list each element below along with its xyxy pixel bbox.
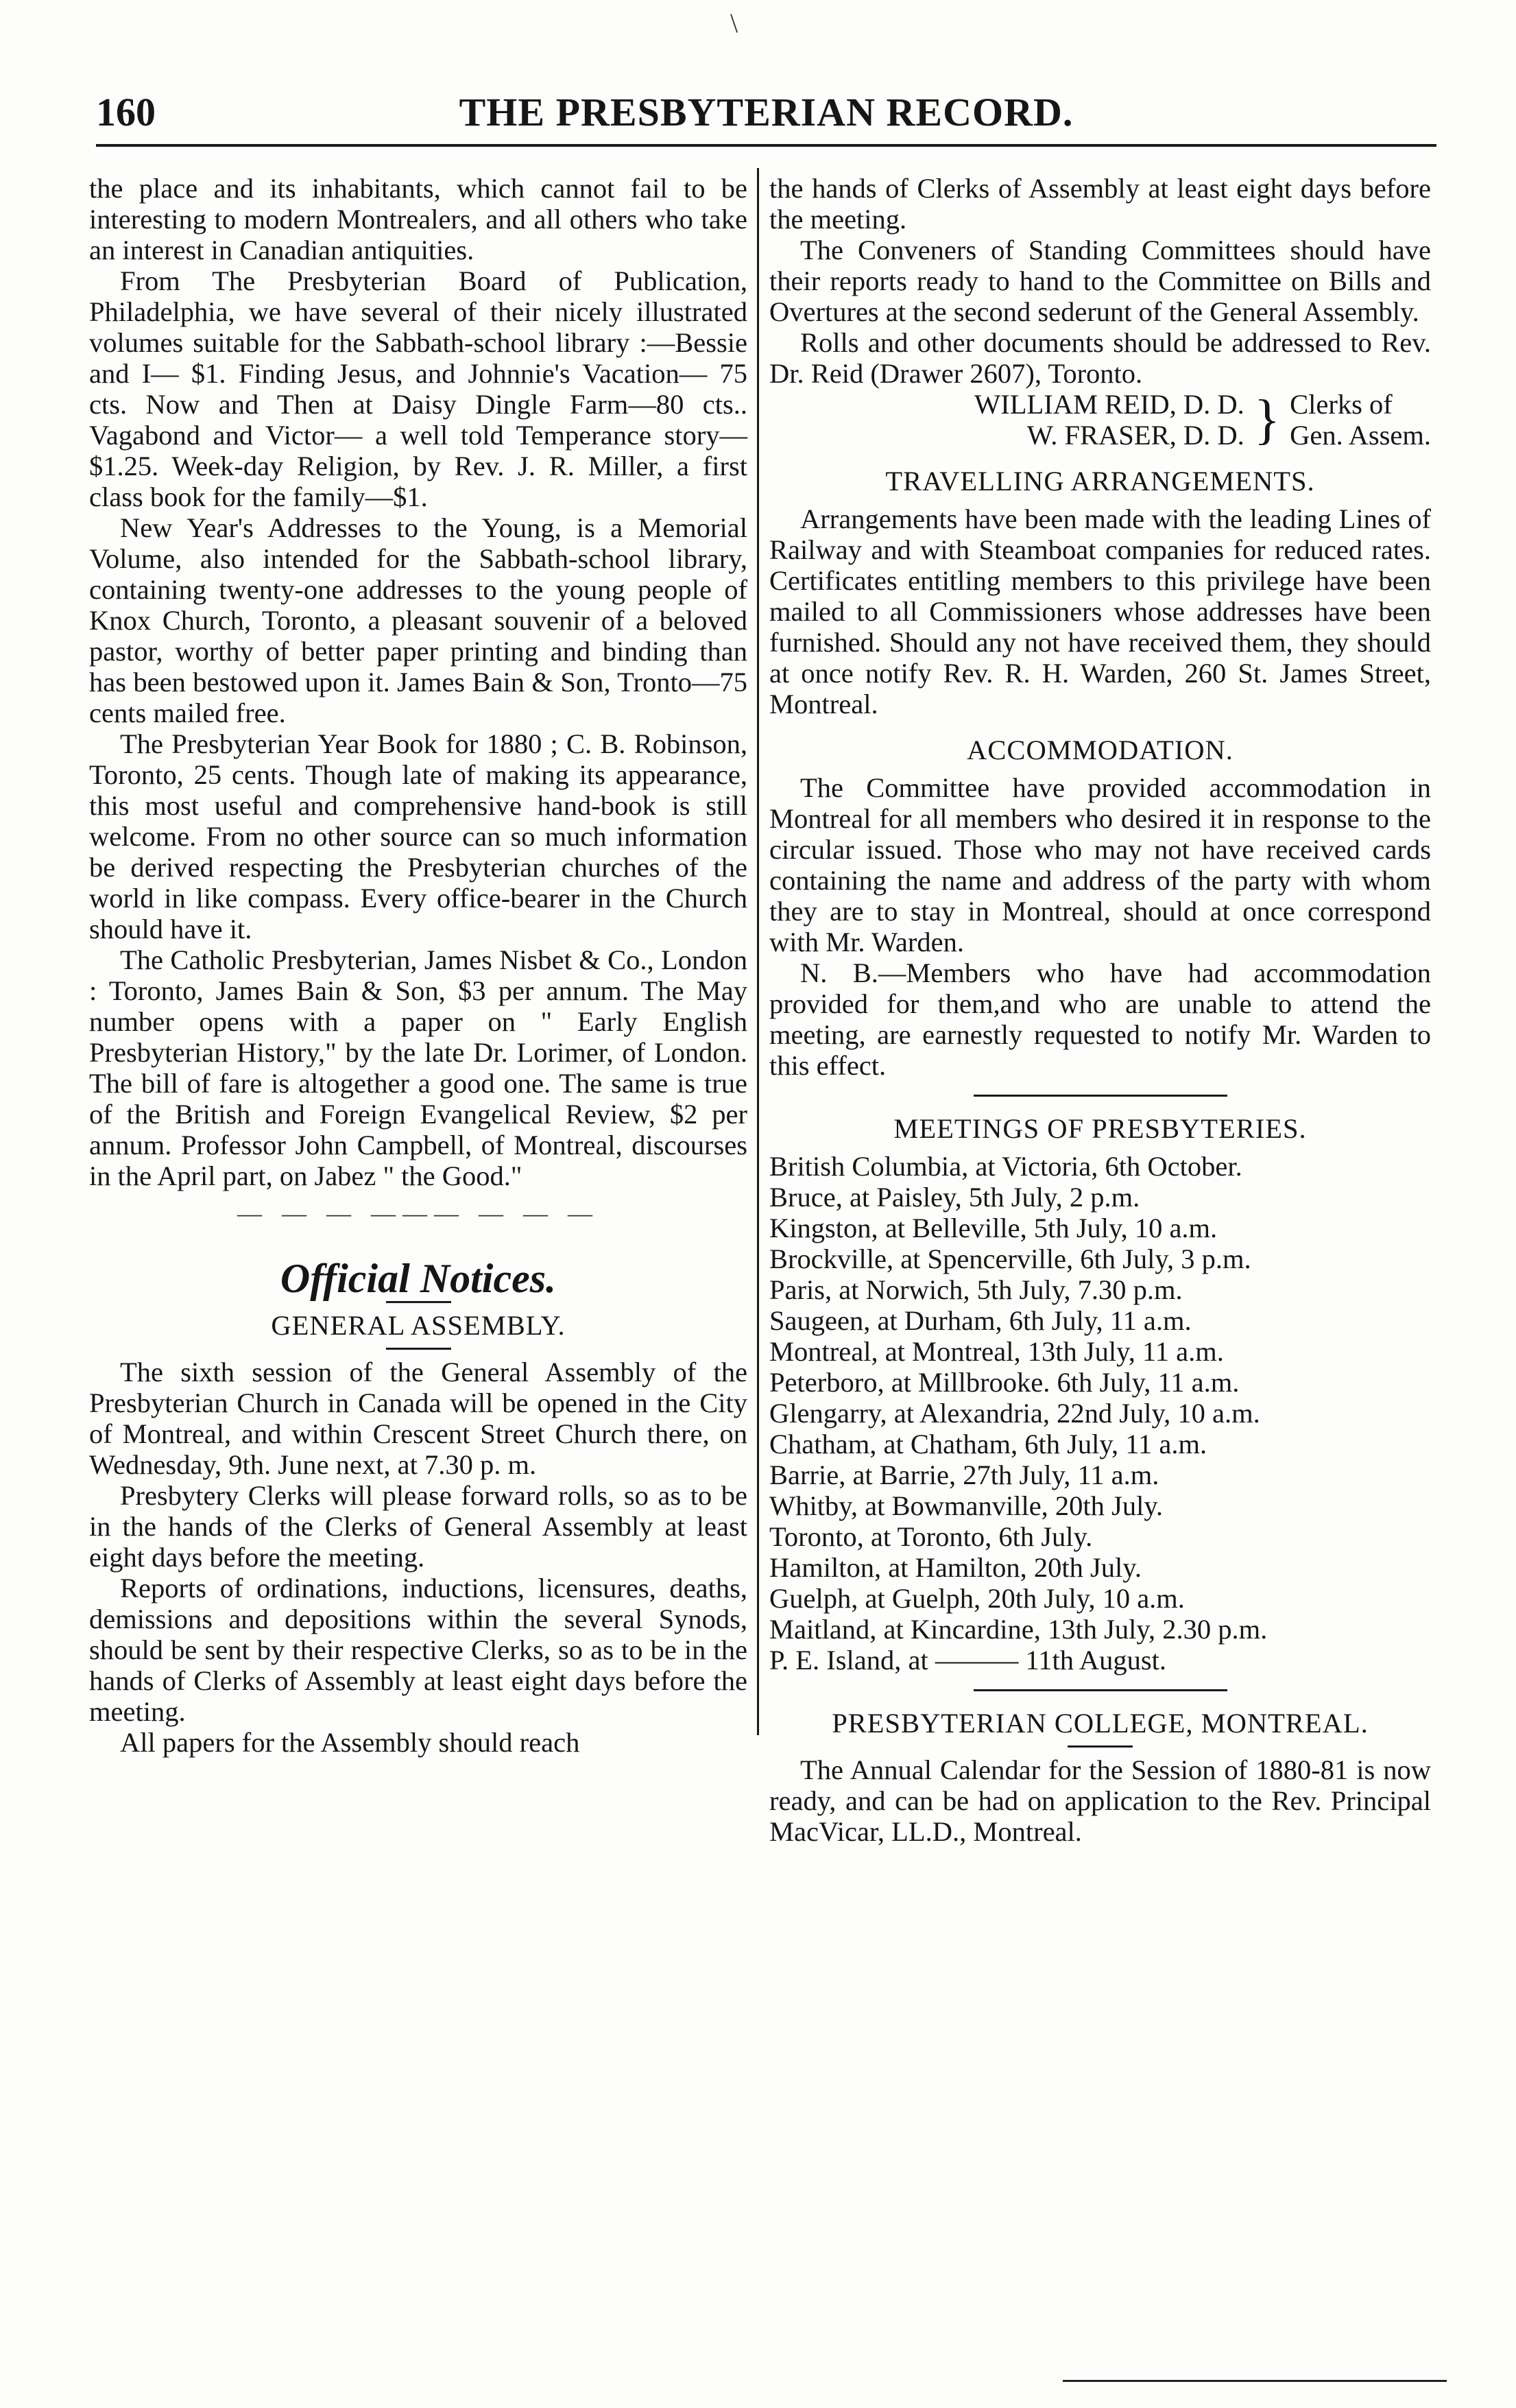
right-column — [769, 173, 1431, 1847]
section-heading: ACCOMMODATION. — [967, 735, 1234, 765]
short-rule — [386, 1301, 451, 1303]
left-column — [89, 173, 747, 1758]
paragraph: All papers for the Assembly should reach — [120, 1727, 580, 1758]
paragraph: The Committee have provided accommodation in Montreal for all members who desired it in response to the circular issued. Those who may not have received cards containing the name and address of the party with whom they are to stay in Montreal, should at once correspond with Mr. Warden. — [769, 772, 1431, 957]
paragraph: New Year's Addresses to the Young, is a Memorial Volume, also intended for the Sabbath-school library, containing twenty-one addresses to the young people of Knox Church, Toronto, a pleasant souvenir of a beloved pastor, worthy of better paper printing and binding than has been bestowed upon it. James Bain & Son, Tronto—75 cents mailed free. — [89, 512, 747, 728]
list-item: P. E. Island, at ——— 11th August. — [769, 1645, 1167, 1676]
list-item: Whitby, at Bowmanville, 20th July. — [769, 1490, 1164, 1521]
short-rule — [386, 1348, 451, 1350]
paragraph: Rolls and other documents should be addressed to Rev. Dr. Reid (Drawer 2607), Toronto. — [769, 327, 1431, 389]
section-rule — [974, 1689, 1227, 1691]
list-item: Kingston, at Belleville, 5th July, 10 a.m. — [769, 1213, 1218, 1243]
list-item: Chatham, at Chatham, 6th July, 11 a.m. — [769, 1429, 1207, 1459]
list-item: Hamilton, at Hamilton, 20th July. — [769, 1552, 1142, 1583]
list-item: Maitland, at Kincardine, 13th July, 2.30 p.m. — [769, 1614, 1268, 1645]
list-item: Bruce, at Paisley, 5th July, 2 p.m. — [769, 1182, 1140, 1213]
corner-mark: \ — [730, 8, 738, 38]
paragraph: The Presbyterian Year Book for 1880 ; C. B. Robinson, Toronto, 25 cents. Though late of making its appearance, this most useful and comprehensive hand-book is still welcome. From no other source can so much information be derived respecting the Presbyterian churches of the world in like compass. Every office-bearer in the Church should have it. — [89, 728, 747, 944]
paragraph: N. B.—Members who have had accommodation provided for them,and who are unable to attend the meeting, are earnestly requested to notify Mr. Warden to this effect. — [769, 957, 1431, 1081]
paragraph: The Catholic Presbyterian, James Nisbet & Co., London : Toronto, James Bain & Son, $3 per annum. The May number opens with a paper on " Early English Presbyterian History," by the late Dr. Lorimer, of London. The bill of fare is altogether a good one. The same is true of the British and Foreign Evangelical Review, $2 per annum. Professor John Campbell, of Montreal, discourses in the April part, on Jabez " the Good." — [89, 944, 747, 1191]
list-item: Peterboro, at Millbrooke. 6th July, 11 a.m. — [769, 1367, 1240, 1398]
list-item: Barrie, at Barrie, 27th July, 11 a.m. — [769, 1459, 1159, 1490]
paragraph: the hands of Clerks of Assembly at least eight days before the meeting. — [769, 173, 1431, 235]
page-number: 160 — [96, 90, 156, 134]
list-item: Paris, at Norwich, 5th July, 7.30 p.m. — [769, 1274, 1183, 1305]
meetings-list — [769, 1151, 1431, 1676]
list-item: Saugeen, at Durham, 6th July, 11 a.m. — [769, 1305, 1192, 1336]
paragraph: Presbytery Clerks will please forward rolls, so as to be in the hands of the Clerks of General Assembly at least eight days before the meeting. — [89, 1480, 747, 1573]
section-heading: PRESBYTERIAN COLLEGE, MONTREAL. — [832, 1708, 1369, 1739]
list-item: Glengarry, at Alexandria, 22nd July, 10 a.m. — [769, 1398, 1260, 1429]
signatory: W. FRASER, D. D. — [1026, 420, 1244, 451]
dashed-separator: — — — ——— — — — — [237, 1200, 599, 1227]
paragraph: The sixth session of the General Assembly of the Presbyterian Church in Canada will be opened in the City of Montreal, and within Crescent Street Church there, on Wednesday, 9th. June next, at 7.30 p. m. — [89, 1357, 747, 1480]
list-item: British Columbia, at Victoria, 6th October. — [769, 1151, 1242, 1182]
signatory-role: Clerks of — [1290, 389, 1393, 420]
list-item: Brockville, at Spencerville, 6th July, 3 p.m. — [769, 1243, 1251, 1274]
paragraph: The Annual Calendar for the Session of 1880-81 is now ready, and can be had on application to the Rev. Principal MacVicar, LL.D., Montreal. — [769, 1754, 1431, 1847]
paragraph: Arrangements have been made with the leading Lines of Railway and with Steamboat companies for reduced rates. Certificates entitling members to this privilege have been mailed to all Commissioners whose addresses have been furnished. Should any not have received them, they should at once notify Rev. R. H. Warden, 260 St. James Street, Montreal. — [769, 503, 1431, 719]
section-heading: GENERAL ASSEMBLY. — [271, 1310, 566, 1341]
section-title: Official Notices. — [280, 1256, 557, 1301]
brace-icon: } — [1253, 390, 1281, 450]
section-rule — [974, 1095, 1227, 1097]
signatory: WILLIAM REID, D. D. — [974, 389, 1244, 420]
short-rule — [1068, 1745, 1133, 1748]
signature-block — [769, 389, 1431, 451]
column-divider — [757, 168, 759, 1735]
signatory-role: Gen. Assem. — [1290, 420, 1431, 451]
section-heading: MEETINGS OF PRESBYTERIES. — [893, 1113, 1307, 1144]
list-item: Montreal, at Montreal, 13th July, 11 a.m. — [769, 1336, 1224, 1367]
paragraph: Reports of ordinations, inductions, licensures, deaths, demissions and depositions within the several Synods, should be sent by their respective Clerks, so as to be in the hands of Clerks of Assembly at least eight days before the meeting. — [89, 1573, 747, 1727]
section-heading: TRAVELLING ARRANGEMENTS. — [885, 466, 1315, 497]
list-item: Toronto, at Toronto, 6th July. — [769, 1521, 1093, 1552]
paragraph: The Conveners of Standing Committees should have their reports ready to hand to the Committee on Bills and Overtures at the second sederunt of the General Assembly. — [769, 235, 1431, 327]
paragraph: From The Presbyterian Board of Publication, Philadelphia, we have several of their nicely illustrated volumes suitable for the Sabbath-school library :—Bessie and I— $1. Finding Jesus, and Johnnie's Vacation— 75 cts. Now and Then at Daisy Dingle Farm—80 cts.. Vagabond and Victor— a well told Temperance story—$1.25. Week-day Religion, by Rev. J. R. Miller, a first class book for the family—$1. — [89, 265, 747, 512]
bottom-rule — [1063, 2380, 1447, 2382]
list-item: Guelph, at Guelph, 20th July, 10 a.m. — [769, 1583, 1185, 1614]
paragraph: the place and its inhabitants, which cannot fail to be interesting to modern Montrealers, and all others who take an interest in Canadian antiquities. — [89, 173, 747, 265]
page-header — [96, 89, 1436, 147]
page-title: THE PRESBYTERIAN RECORD. — [459, 90, 1074, 134]
